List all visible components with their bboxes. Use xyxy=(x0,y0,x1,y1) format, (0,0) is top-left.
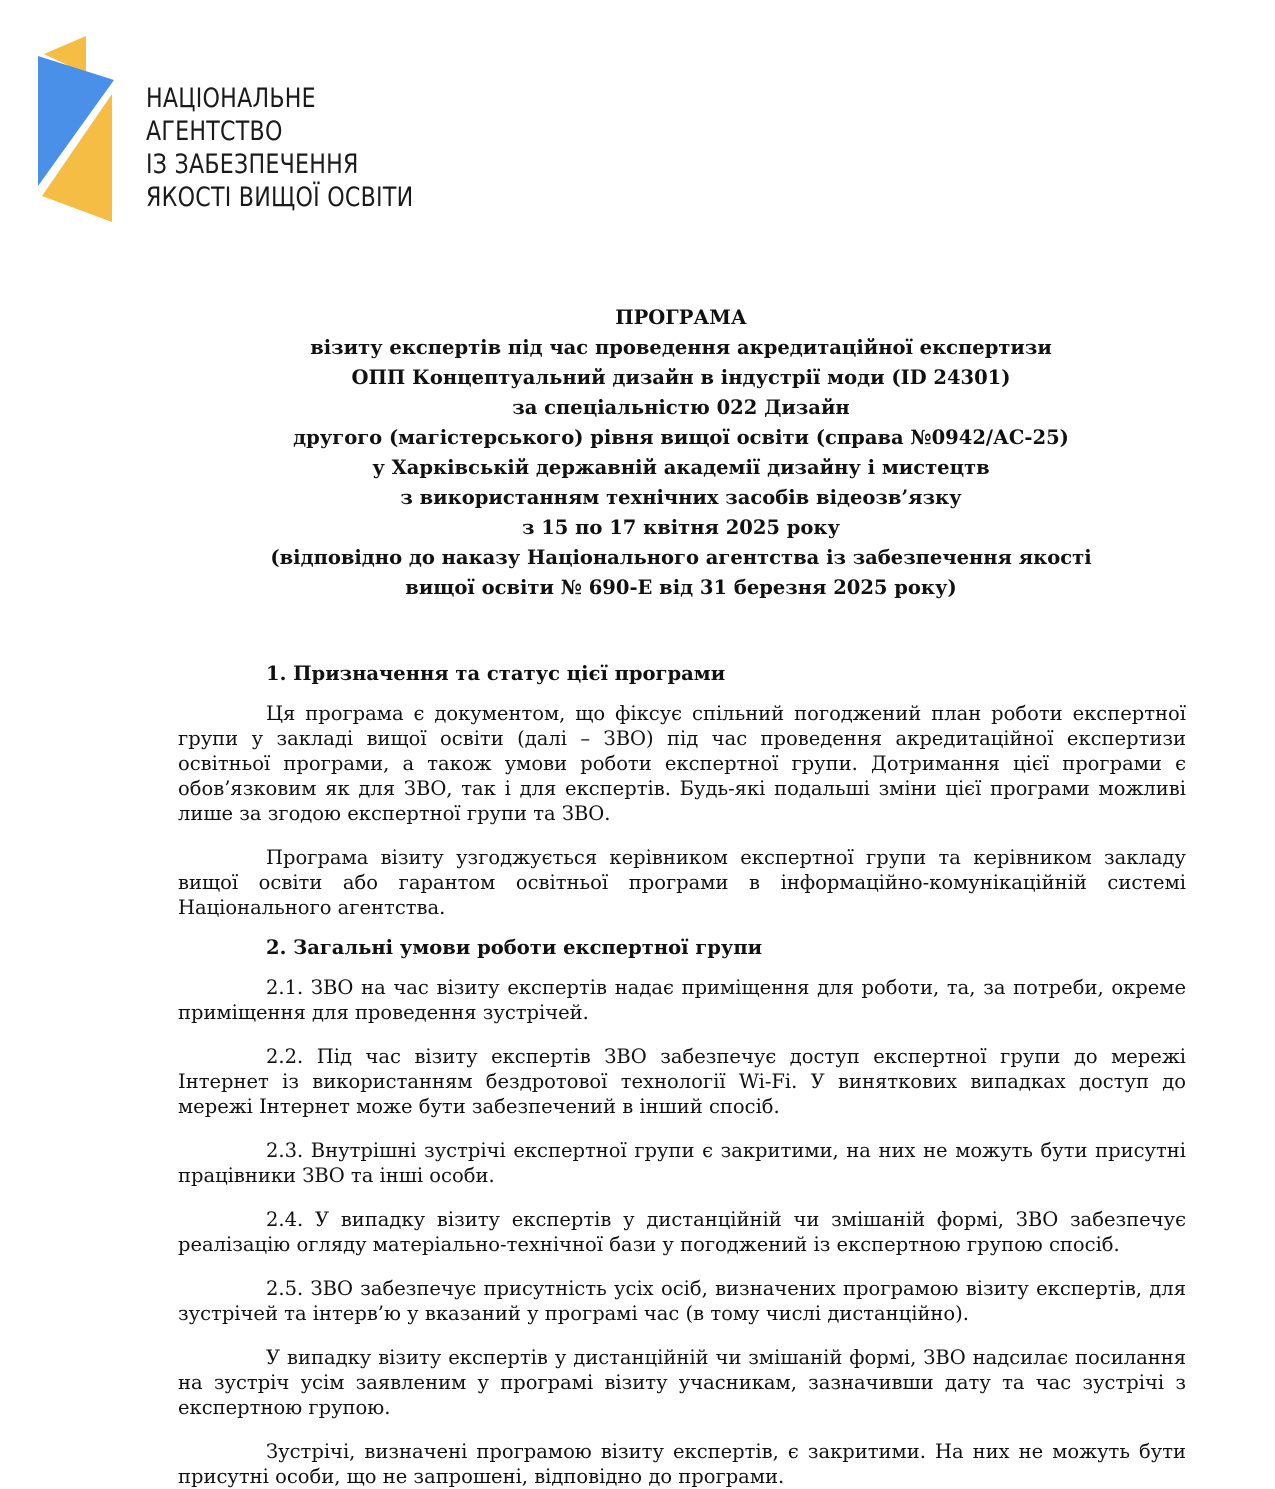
header-line: другого (магістерського) рівня вищої освіти (справа №0942/АС-25) xyxy=(293,426,1069,449)
logo-mark-icon xyxy=(36,36,146,226)
paragraph: Зустрічі, визначені програмою візиту експертів, є закритими. На них не можуть бути присутні особи, що не запрошені, відповідно до програми. xyxy=(178,1440,1186,1488)
header-line: візиту експертів під час проведення акредитаційної експертизи xyxy=(310,336,1052,359)
program-header xyxy=(176,303,1186,603)
header-line: з використанням технічних засобів відеозв’язку xyxy=(400,486,962,509)
header-line: (відповідно до наказу Національного агентства із забезпечення якості xyxy=(270,546,1092,569)
header-line: ОПП Концептуальний дизайн в індустрії моди (ID 24301) xyxy=(351,366,1011,389)
logo-line: НАЦІОНАЛЬНЕ xyxy=(146,83,316,114)
section-heading: 1. Призначення та статус цієї програми xyxy=(266,662,726,685)
logo-text xyxy=(146,82,413,214)
paragraph: 2.2. Під час візиту експертів ЗВО забезпечує доступ експертної групи до мережі Інтернет із використанням бездротової технології Wi-Fi. У виняткових випадках доступ до мережі Інтернет може бути забезпечений в інший спосіб. xyxy=(178,1045,1186,1118)
agency-logo xyxy=(36,36,414,226)
paragraph: У випадку візиту експертів у дистанційній чи змішаній формі, ЗВО надсилає посилання на зустріч усім заявленим у програмі візиту учасникам, зазначивши дату та час зустрічі з експертною групою. xyxy=(178,1346,1186,1419)
header-line: у Харківській державній академії дизайну і мистецтв xyxy=(372,456,990,479)
logo-line: ЯКОСТІ ВИЩОЇ ОСВІТИ xyxy=(146,182,414,213)
section-heading: 2. Загальні умови роботи експертної групи xyxy=(266,936,763,959)
logo-line: ІЗ ЗАБЕЗПЕЧЕННЯ xyxy=(146,149,359,180)
paragraph: 2.3. Внутрішні зустрічі експертної групи є закритими, на них не можуть бути присутні працівники ЗВО та інші особи. xyxy=(178,1139,1186,1187)
paragraph: Ця програма є документом, що фіксує спільний погоджений план роботи експертної групи у закладі вищої освіти (далі – ЗВО) під час проведення акредитаційної експертизи освітньої програми, а також умови роботи експертної групи. Дотримання цієї програми є обов’язковим як для ЗВО, так і для експертів. Будь-які подальші зміни цієї програми можливі лише за згодою експертної групи та ЗВО. xyxy=(178,702,1186,825)
header-line: вищої освіти № 690-Е від 31 березня 2025 року) xyxy=(405,576,957,599)
header-line: за спеціальністю 022 Дизайн xyxy=(512,396,850,419)
logo-line: АГЕНТСТВО xyxy=(146,116,283,147)
paragraph: Програма візиту узгоджується керівником експертної групи та керівником закладу вищої освіти або гарантом освітньої програми в інформаційно-комунікаційній системі Національного агентства. xyxy=(178,846,1186,919)
document-title: ПРОГРАМА xyxy=(615,306,747,329)
document-body xyxy=(178,661,1186,1489)
paragraph: 2.4. У випадку візиту експертів у дистанційній чи змішаній формі, ЗВО забезпечує реалізацію огляду матеріально-технічної бази у погоджений із експертною групою спосіб. xyxy=(178,1208,1186,1256)
header-line: з 15 по 17 квітня 2025 року xyxy=(521,516,840,539)
paragraph: 2.1. ЗВО на час візиту експертів надає приміщення для роботи, та, за потреби, окреме приміщення для проведення зустрічей. xyxy=(178,976,1186,1024)
paragraph: 2.5. ЗВО забезпечує присутність усіх осіб, визначених програмою візиту експертів, для зустрічей та інтерв’ю у вказаний у програмі час (в тому числі дистанційно). xyxy=(178,1277,1186,1325)
